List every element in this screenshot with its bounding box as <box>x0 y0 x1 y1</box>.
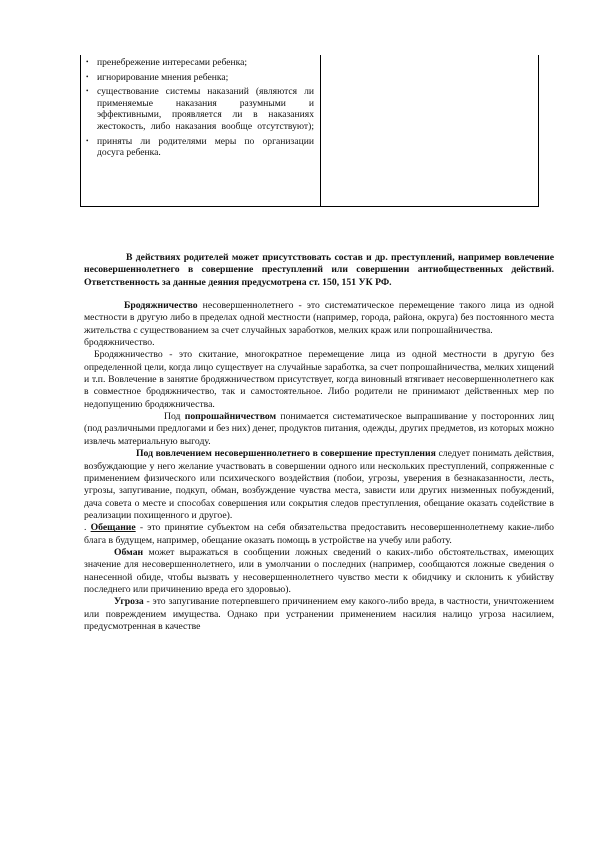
bullet-icon: • <box>86 87 89 96</box>
list-item <box>81 86 320 132</box>
list-item-text: пренебрежение интересами ребенка; <box>97 57 248 68</box>
intro-paragraph: В действиях родителей может присутствовать состав и др. преступлений, например вовлечение несовершеннолетнего в совершение преступлений или совершении антиобщественных действий. Ответственность за данные деяния предусмотрена ст. 150, 151 УК РФ. <box>84 252 554 288</box>
deceit-term: Обман <box>114 546 144 558</box>
criteria-table <box>80 55 539 207</box>
promise-prefix: . <box>84 522 91 534</box>
list-item-text: существование системы наказаний (являются ли применяемые наказания разумными и эффективными, проявляется ли в наказаниях жестокость, либо наказания вообще отсутствуют); <box>97 86 314 132</box>
begging-prefix: Под <box>164 411 185 423</box>
threat-paragraph <box>84 596 554 633</box>
threat-text: - это запугивание потерпевшего причинением ему какого-либо вреда, в частности, уничтожением или повреждением имущества. Однако при устранении применением насилия налицо угроза насилием, предусмотренная в качестве <box>84 596 554 632</box>
list-item <box>81 57 320 69</box>
vagrancy-term: Бродяжничество <box>124 300 198 312</box>
bullet-icon: • <box>86 58 89 66</box>
list-item <box>81 72 320 84</box>
begging-term: попрошайничеством <box>184 411 277 423</box>
criteria-list <box>81 57 320 159</box>
begging-text: понимается систематическое выпрашивание у посторонних лиц (под различными предлогами и без них) денег, продуктов питания, одежды, других предметов, из которых можно извлечь материальную выгоду. <box>84 411 554 447</box>
involvement-text: следует понимать действия, возбуждающие у него желание участвовать в совершении одного или нескольких преступлений, сопряженные с применением физического или психического воздействия (побои, угрозы, уверения в безнаказанности, лесть, угрозы, запугивание, подкуп, обман, возбуждение чувства места, зависти или других низменных побуждений, дача совета о месте и способах совершения или сокрытия следов преступления, обещание оказать содействие в реализации похищенного и другое). <box>84 448 554 521</box>
involvement-term: Под вовлечением несовершеннолетнего в совершение преступления <box>136 448 436 460</box>
vagrancy-paragraph <box>84 300 554 337</box>
vagrancy2-paragraph: Бродяжничество - это скитание, многократное перемещение лица из одной местности в другую без определенной цели, когда лицо существует на случайные заработка, за счет попрошайничества, мелких хищений и т.п. Вовлечение в занятие бродяжничеством присутствует, когда виновный втягивает несовершеннолетнего как в совместное бродяжничество, так и самостоятельное. Либо родители не принимают действенных мер по недопущению бродяжничества. <box>84 349 554 410</box>
promise-text: - это принятие субъектом на себя обязательства предоставить несовершеннолетнему какие-либо блага в будущем, например, обещание оказать помощь в устройстве на учебу или работу. <box>84 522 554 546</box>
bullet-icon: • <box>86 136 89 145</box>
list-item <box>81 136 320 159</box>
involvement-paragraph <box>84 448 554 522</box>
vagrancy-after: бродяжничество. <box>84 337 155 349</box>
begging-paragraph <box>84 411 554 448</box>
threat-term: Угроза <box>114 596 144 608</box>
table-column-divider <box>320 55 321 206</box>
bullet-icon: • <box>86 72 89 81</box>
list-item-text: игнорирование мнения ребенка; <box>97 71 229 83</box>
promise-term: Обещание <box>90 522 136 534</box>
promise-paragraph <box>84 522 554 547</box>
deceit-text: может выражаться в сообщении ложных сведений о каких-либо обстоятельствах, имеющих значение для несовершеннолетнего, или в умолчании о последних (например, сообщаются ложные сведения о нанесенной обиде, чтобы вызвать у несовершеннолетнего чувство мести к обидчику и склонить к убийству последнего или причинению вреда его здоровью). <box>84 546 554 595</box>
deceit-paragraph <box>84 547 554 596</box>
document-body <box>84 252 554 633</box>
list-item-text: приняты ли родителями меры по организации досуга ребенка. <box>97 135 314 159</box>
vagrancy-text: несовершеннолетнего - это систематическое перемещение такого лица из одной местности в другую либо в пределах одной местности (например, города, района, округа) без постоянного места жительства с существованием за счет случайных заработков, мелких краж или попрошайничества. <box>84 300 554 336</box>
